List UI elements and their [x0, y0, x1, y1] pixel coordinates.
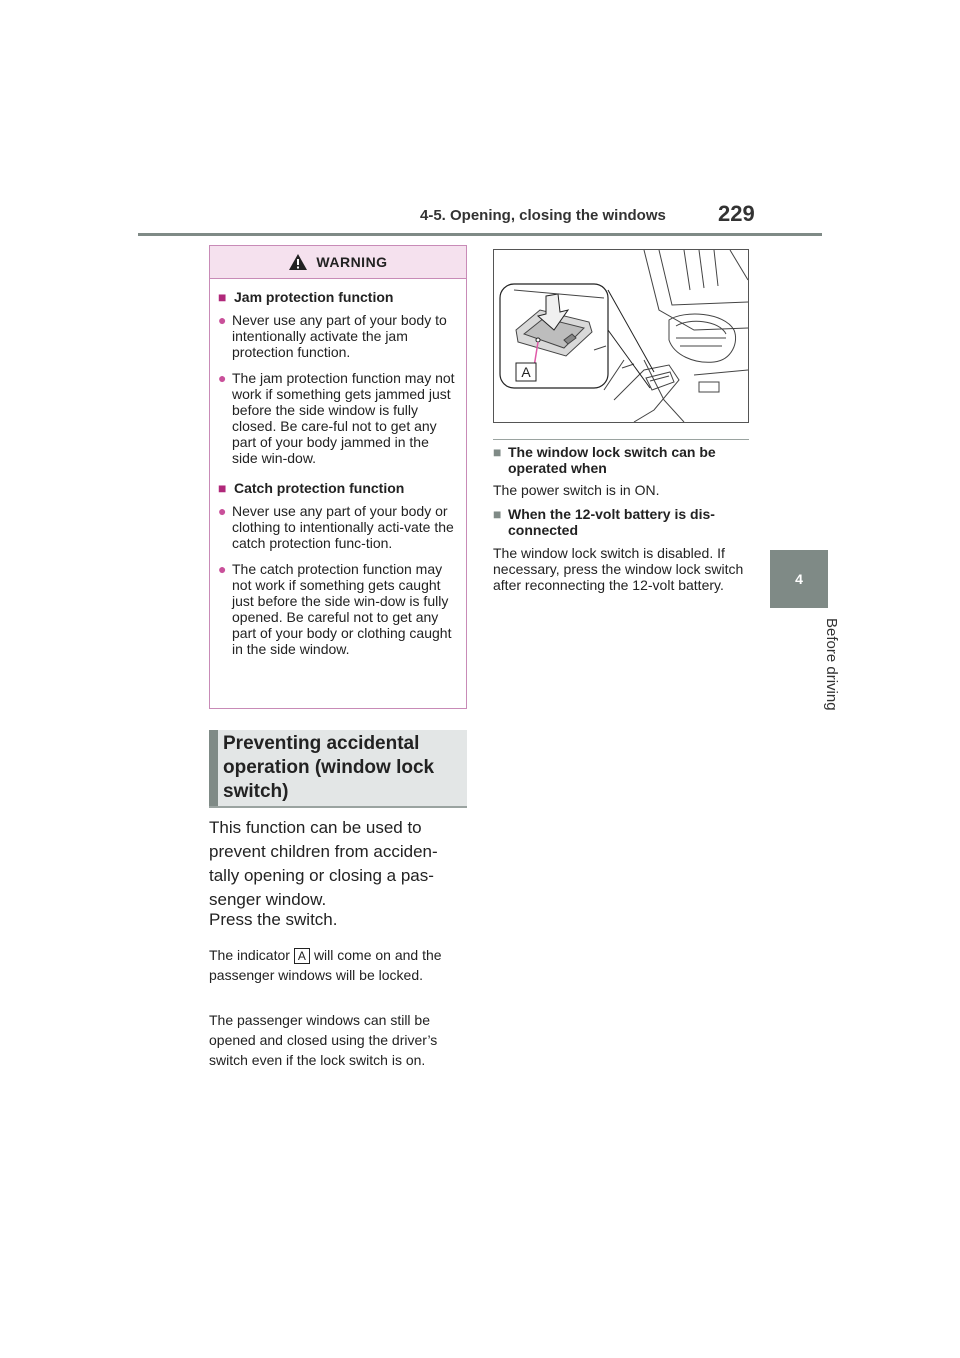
- section-heading: [209, 730, 467, 808]
- square-bullet-icon: ■: [218, 480, 227, 496]
- square-bullet-icon: ■: [493, 444, 502, 460]
- page-number: 229: [718, 201, 755, 226]
- right-text-power-switch: The power switch is in ON.: [493, 482, 660, 498]
- warning-triangle-icon: [288, 253, 308, 271]
- section-title: Preventing accidental operation (window lock switch): [223, 733, 435, 802]
- callout-a-label: A: [294, 948, 310, 964]
- warning-bullet: [218, 561, 456, 657]
- illustration-callout-a: A: [521, 364, 531, 380]
- illustration-divider: [493, 439, 749, 440]
- right-heading-operated-when: [493, 444, 751, 476]
- warning-bullet: [218, 503, 456, 551]
- section-instruction: Press the switch.: [209, 910, 338, 929]
- section-intro: This function can be used to prevent children from acciden-tally opening or closing a pas-senger window.: [209, 818, 438, 909]
- indicator-text-before: The indicator: [209, 947, 290, 963]
- circle-bullet-icon: ●: [218, 370, 227, 386]
- header-divider: [138, 233, 822, 236]
- indicator-text-after: will come on and the passenger windows will be locked.: [209, 947, 442, 983]
- square-bullet-icon: ■: [218, 289, 227, 305]
- right-heading-text: The window lock switch can be operated when: [508, 444, 716, 476]
- chapter-number: 4: [795, 571, 803, 587]
- warning-group-heading: [218, 480, 456, 497]
- right-heading-text: When the 12-volt battery is dis-connected: [508, 506, 715, 538]
- warning-title: WARNING: [316, 254, 388, 270]
- warning-box: [209, 245, 467, 709]
- circle-bullet-icon: ●: [218, 312, 227, 328]
- right-text-battery: The window lock switch is disabled. If necessary, press the window lock switch after reconnecting the 12-volt battery.: [493, 545, 744, 593]
- section-header-title: 4-5. Opening, closing the windows: [420, 207, 666, 224]
- warning-body: [210, 289, 466, 657]
- square-bullet-icon: ■: [493, 506, 502, 522]
- right-heading-battery: [493, 506, 751, 538]
- section-heading-bar: [209, 730, 218, 806]
- circle-bullet-icon: ●: [218, 503, 227, 519]
- driver-switch-note: The passenger windows can still be opened and closed using the driver’s switch even if the lock switch is on.: [209, 1012, 438, 1068]
- warning-bullet-text: The jam protection function may not work if something gets jammed just before the side window is fully closed. Be care-ful not to get any part of your body jammed in the side win-dow.: [232, 370, 455, 466]
- indicator-note: [209, 945, 467, 985]
- chapter-label: Before driving: [823, 618, 840, 711]
- warning-bullet: [218, 312, 456, 360]
- warning-bullet-text: Never use any part of your body to intentionally activate the jam protection function.: [232, 312, 447, 360]
- chapter-tab: [770, 550, 828, 608]
- warning-header: [210, 246, 466, 279]
- warning-bullet-text: Never use any part of your body or clothing to intentionally acti-vate the catch protection func-tion.: [232, 503, 454, 551]
- warning-group-heading: [218, 289, 456, 306]
- circle-bullet-icon: ●: [218, 561, 227, 577]
- warning-heading-catch: Catch protection function: [234, 480, 405, 496]
- dashboard-door-drawing: [494, 250, 748, 422]
- warning-bullet: [218, 370, 456, 466]
- window-lock-switch-illustration: [493, 249, 749, 423]
- warning-heading-jam: Jam protection function: [234, 289, 394, 305]
- warning-bullet-text: The catch protection function may not work if something gets caught just before the side win-dow is fully opened. Be careful not to get any part of your body or clothing caught in the side window.: [232, 561, 452, 657]
